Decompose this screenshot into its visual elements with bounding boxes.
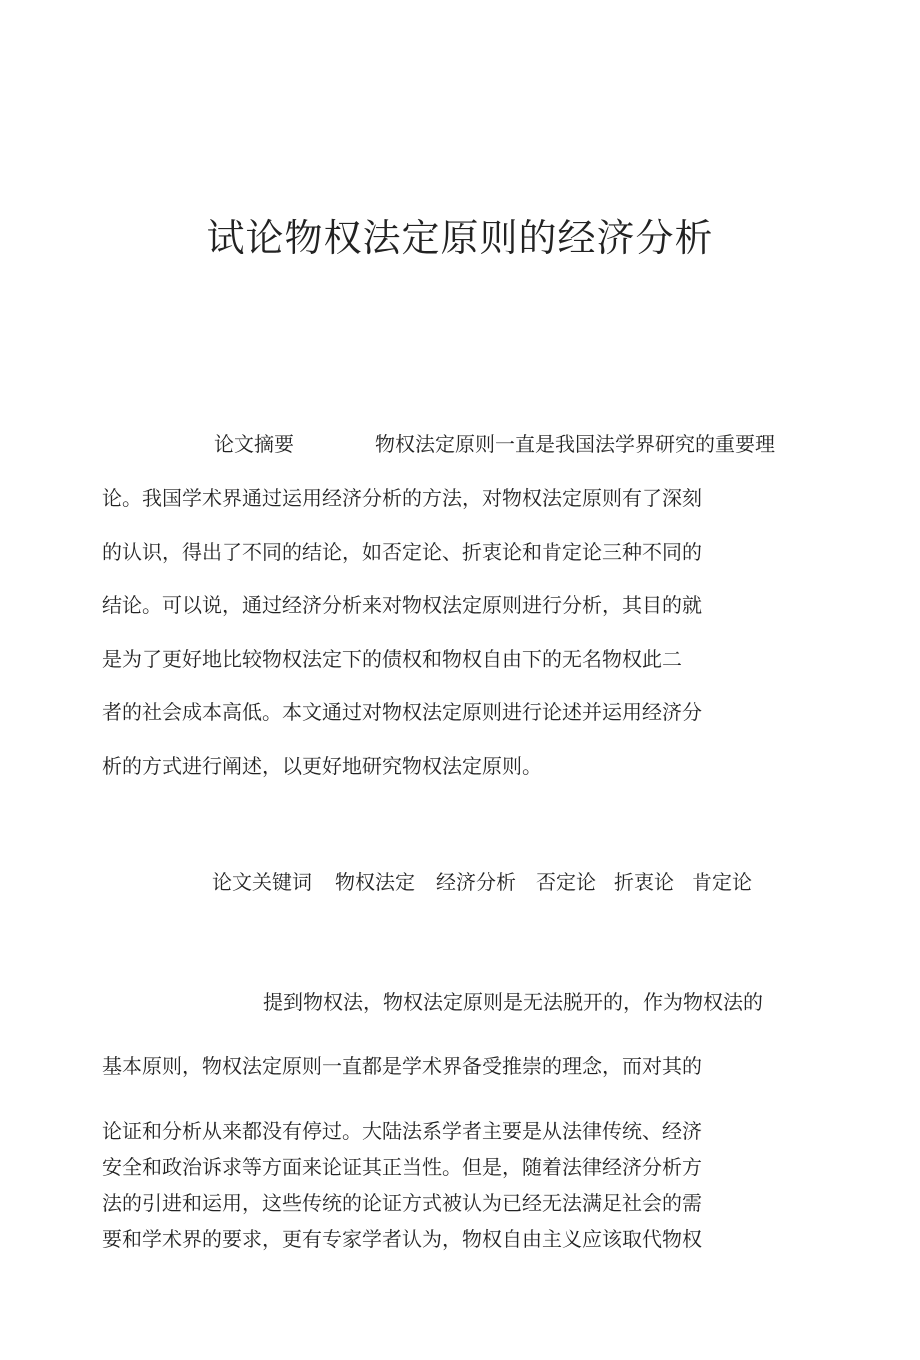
keyword-item: 否定论 xyxy=(536,870,596,894)
abstract-line: 结论。可以说，通过经济分析来对物权法定原则进行分析，其目的就 xyxy=(102,593,702,617)
keyword-item: 折衷论 xyxy=(614,870,674,894)
abstract-line: 的认识，得出了不同的结论，如否定论、折衷论和肯定论三种不同的 xyxy=(102,540,702,564)
abstract-line: 析的方式进行阐述，以更好地研究物权法定原则。 xyxy=(102,754,542,778)
abstract-line: 是为了更好地比较物权法定下的债权和物权自由下的无名物权此二 xyxy=(102,647,682,671)
body-line: 要和学术界的要求，更有专家学者认为，物权自由主义应该取代物权 xyxy=(102,1227,702,1251)
body-line: 法的引进和运用，这些传统的论证方式被认为已经无法满足社会的需 xyxy=(102,1191,702,1215)
body-line: 提到物权法，物权法定原则是无法脱开的，作为物权法的 xyxy=(263,990,763,1014)
body-line: 安全和政治诉求等方面来论证其正当性。但是，随着法律经济分析方 xyxy=(102,1155,702,1179)
abstract-line: 者的社会成本高低。本文通过对物权法定原则进行论述并运用经济分 xyxy=(102,700,702,724)
body-line: 论证和分析从来都没有停过。大陆法系学者主要是从法律传统、经济 xyxy=(102,1119,702,1143)
document-title: 试论物权法定原则的经济分析 xyxy=(206,216,714,260)
keywords-label: 论文关键词 xyxy=(212,870,312,894)
keyword-item: 物权法定 xyxy=(335,870,415,894)
abstract-line: 物权法定原则一直是我国法学界研究的重要理 xyxy=(375,432,775,456)
body-line: 基本原则，物权法定原则一直都是学术界备受推崇的理念，而对其的 xyxy=(102,1054,702,1078)
keyword-item: 经济分析 xyxy=(436,870,516,894)
abstract-label: 论文摘要 xyxy=(214,432,294,456)
abstract-line: 论。我国学术界通过运用经济分析的方法，对物权法定原则有了深刻 xyxy=(102,486,702,510)
keyword-item: 肯定论 xyxy=(692,870,752,894)
